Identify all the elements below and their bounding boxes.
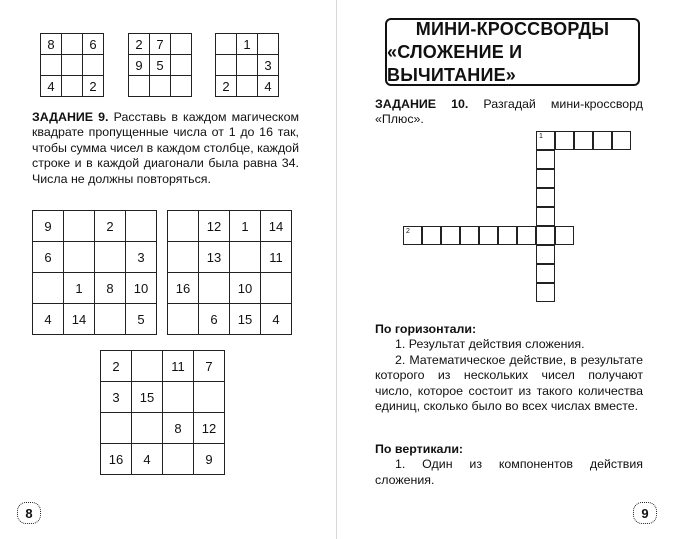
crossword-cell-v1[interactable] <box>536 245 555 264</box>
crossword-cell-h1[interactable] <box>593 131 612 150</box>
grid-cell: 1 <box>237 34 258 55</box>
grid-cell: 6 <box>83 34 104 55</box>
grid-cell[interactable] <box>168 211 199 242</box>
grid-cell[interactable] <box>230 242 261 273</box>
grid-cell: 2 <box>216 76 237 97</box>
grid-cell[interactable] <box>41 55 62 76</box>
grid-cell: 4 <box>258 76 279 97</box>
grid-row <box>168 273 292 304</box>
grid-cell[interactable] <box>64 242 95 273</box>
magic-square-1 <box>32 210 157 335</box>
grid-cell: 2 <box>83 76 104 97</box>
grid-cell: 4 <box>261 304 292 335</box>
grid-cell: 12 <box>199 211 230 242</box>
grid-cell[interactable] <box>62 55 83 76</box>
grid-cell: 3 <box>126 242 157 273</box>
crossword-cell-v1[interactable] <box>536 169 555 188</box>
vertical-heading: По вертикали: <box>375 442 464 456</box>
page-number-left: 8 <box>14 500 44 526</box>
grid-row <box>216 34 279 55</box>
horizontal-clues <box>375 322 643 414</box>
task10-text <box>375 97 643 128</box>
grid-cell: 3 <box>101 382 132 413</box>
grid-cell: 7 <box>150 34 171 55</box>
grid-cell[interactable] <box>62 76 83 97</box>
grid-row <box>33 242 157 273</box>
grid-cell: 3 <box>258 55 279 76</box>
grid-cell: 10 <box>230 273 261 304</box>
grid-cell: 5 <box>150 55 171 76</box>
grid-cell[interactable] <box>237 55 258 76</box>
crossword-number: 2 <box>406 228 410 235</box>
grid-cell[interactable] <box>95 242 126 273</box>
grid-cell: 14 <box>64 304 95 335</box>
grid-cell: 4 <box>33 304 64 335</box>
grid-row <box>168 304 292 335</box>
grid-cell[interactable] <box>33 273 64 304</box>
grid-cell[interactable] <box>171 76 192 97</box>
grid-cell[interactable] <box>258 34 279 55</box>
grid-cell[interactable] <box>199 273 230 304</box>
small-grid-3 <box>215 33 279 97</box>
grid-cell[interactable] <box>62 34 83 55</box>
grid-cell: 4 <box>132 444 163 475</box>
crossword-cell-h2[interactable] <box>460 226 479 245</box>
magic-square-2 <box>167 210 292 335</box>
grid-cell: 15 <box>230 304 261 335</box>
horizontal-heading: По горизонтали: <box>375 322 477 336</box>
task10-label: ЗАДАНИЕ 10. <box>375 97 469 111</box>
crossword-cell-h1[interactable] <box>555 131 574 150</box>
grid-cell: 16 <box>101 444 132 475</box>
crossword-cell-v1[interactable] <box>536 283 555 302</box>
crossword-cell-v1[interactable] <box>536 226 555 245</box>
grid-cell[interactable] <box>132 413 163 444</box>
grid-row <box>33 304 157 335</box>
vertical-clues <box>375 442 643 488</box>
grid-row <box>41 76 104 97</box>
grid-cell: 15 <box>132 382 163 413</box>
grid-cell[interactable] <box>216 34 237 55</box>
grid-cell: 9 <box>194 444 225 475</box>
horizontal-clue-2: 2. Математическое действие, в результате которого из нескольких чисел получают число, которое состоит из такого количества единиц, сколько было во всех числах вместе. <box>375 352 643 414</box>
grid-cell[interactable] <box>95 304 126 335</box>
crossword-number: 1 <box>539 133 543 140</box>
grid-cell: 1 <box>230 211 261 242</box>
crossword-cell-v1[interactable] <box>536 188 555 207</box>
grid-cell: 14 <box>261 211 292 242</box>
title-line-1: МИНИ-КРОССВОРДЫ <box>415 18 610 39</box>
crossword-cell-v1[interactable] <box>536 264 555 283</box>
grid-cell[interactable] <box>64 211 95 242</box>
grid-cell[interactable] <box>129 76 150 97</box>
crossword-cell-h2[interactable] <box>422 226 441 245</box>
grid-cell[interactable] <box>150 76 171 97</box>
grid-row <box>41 55 104 76</box>
grid-cell[interactable] <box>194 382 225 413</box>
grid-cell: 9 <box>129 55 150 76</box>
task9-body: Расставь в каждом магическом квадрате пропущенные числа от 1 до 16 так, чтобы сумма чисел в каждом столбце, каждой строке и в каждой диагонали была равна 34. Числа не должны повторяться. <box>32 110 299 186</box>
grid-cell: 2 <box>129 34 150 55</box>
grid-cell: 6 <box>33 242 64 273</box>
title-line-2: «СЛОЖЕНИЕ И ВЫЧИТАНИЕ» <box>387 41 523 85</box>
grid-cell[interactable] <box>163 444 194 475</box>
grid-row <box>101 382 225 413</box>
grid-cell: 5 <box>126 304 157 335</box>
crossword-cell-v1[interactable] <box>536 150 555 169</box>
grid-cell[interactable] <box>132 351 163 382</box>
grid-cell[interactable] <box>168 304 199 335</box>
grid-cell: 8 <box>163 413 194 444</box>
grid-cell[interactable] <box>171 34 192 55</box>
small-grid-1 <box>40 33 104 97</box>
grid-cell[interactable] <box>83 55 104 76</box>
grid-cell: 12 <box>194 413 225 444</box>
magic-square-3 <box>100 350 225 475</box>
task9-label: ЗАДАНИЕ 9. <box>32 110 109 124</box>
grid-cell[interactable] <box>171 55 192 76</box>
crossword-cell-h2[interactable] <box>441 226 460 245</box>
grid-cell: 7 <box>194 351 225 382</box>
grid-cell[interactable] <box>101 413 132 444</box>
grid-cell: 8 <box>41 34 62 55</box>
grid-row <box>168 242 292 273</box>
grid-cell: 1 <box>64 273 95 304</box>
grid-row <box>33 211 157 242</box>
grid-cell: 11 <box>163 351 194 382</box>
grid-cell: 2 <box>101 351 132 382</box>
grid-cell: 13 <box>199 242 230 273</box>
crossword-cell-h2[interactable] <box>517 226 536 245</box>
crossword-cell-h2[interactable] <box>555 226 574 245</box>
grid-cell[interactable] <box>237 76 258 97</box>
grid-cell[interactable] <box>261 273 292 304</box>
crossword-cell-h1[interactable] <box>574 131 593 150</box>
crossword-cell-h2[interactable] <box>479 226 498 245</box>
grid-row <box>216 76 279 97</box>
grid-row <box>129 55 192 76</box>
grid-cell: 16 <box>168 273 199 304</box>
grid-cell: 10 <box>126 273 157 304</box>
page-divider <box>336 0 337 539</box>
grid-cell: 8 <box>95 273 126 304</box>
task10-body: Разгадай мини-кроссворд «Плюс». <box>375 97 643 127</box>
grid-cell[interactable] <box>163 382 194 413</box>
small-grid-2 <box>128 33 192 97</box>
grid-row <box>33 273 157 304</box>
horizontal-clue-1: 1. Результат действия сложения. <box>395 337 585 352</box>
page-number-right: 9 <box>630 500 660 526</box>
grid-row <box>168 211 292 242</box>
grid-cell: 6 <box>199 304 230 335</box>
grid-row <box>101 351 225 382</box>
grid-row <box>129 34 192 55</box>
grid-row <box>129 76 192 97</box>
vertical-clue-1: 1. Один из компонентов действия сложения. <box>375 457 643 487</box>
grid-row <box>216 55 279 76</box>
grid-cell: 2 <box>95 211 126 242</box>
crossword-cell-h2[interactable] <box>498 226 517 245</box>
grid-cell[interactable] <box>126 211 157 242</box>
grid-row <box>41 34 104 55</box>
grid-cell: 4 <box>41 76 62 97</box>
grid-cell[interactable] <box>168 242 199 273</box>
section-title <box>385 18 640 86</box>
crossword-cell-h1[interactable] <box>536 131 555 150</box>
grid-cell: 11 <box>261 242 292 273</box>
crossword-cell-v1[interactable] <box>536 207 555 226</box>
grid-cell: 9 <box>33 211 64 242</box>
task9-text <box>32 110 299 187</box>
grid-cell[interactable] <box>216 55 237 76</box>
grid-row <box>101 444 225 475</box>
grid-row <box>101 413 225 444</box>
crossword-cell-h1[interactable] <box>612 131 631 150</box>
crossword-cell-h2[interactable] <box>403 226 422 245</box>
